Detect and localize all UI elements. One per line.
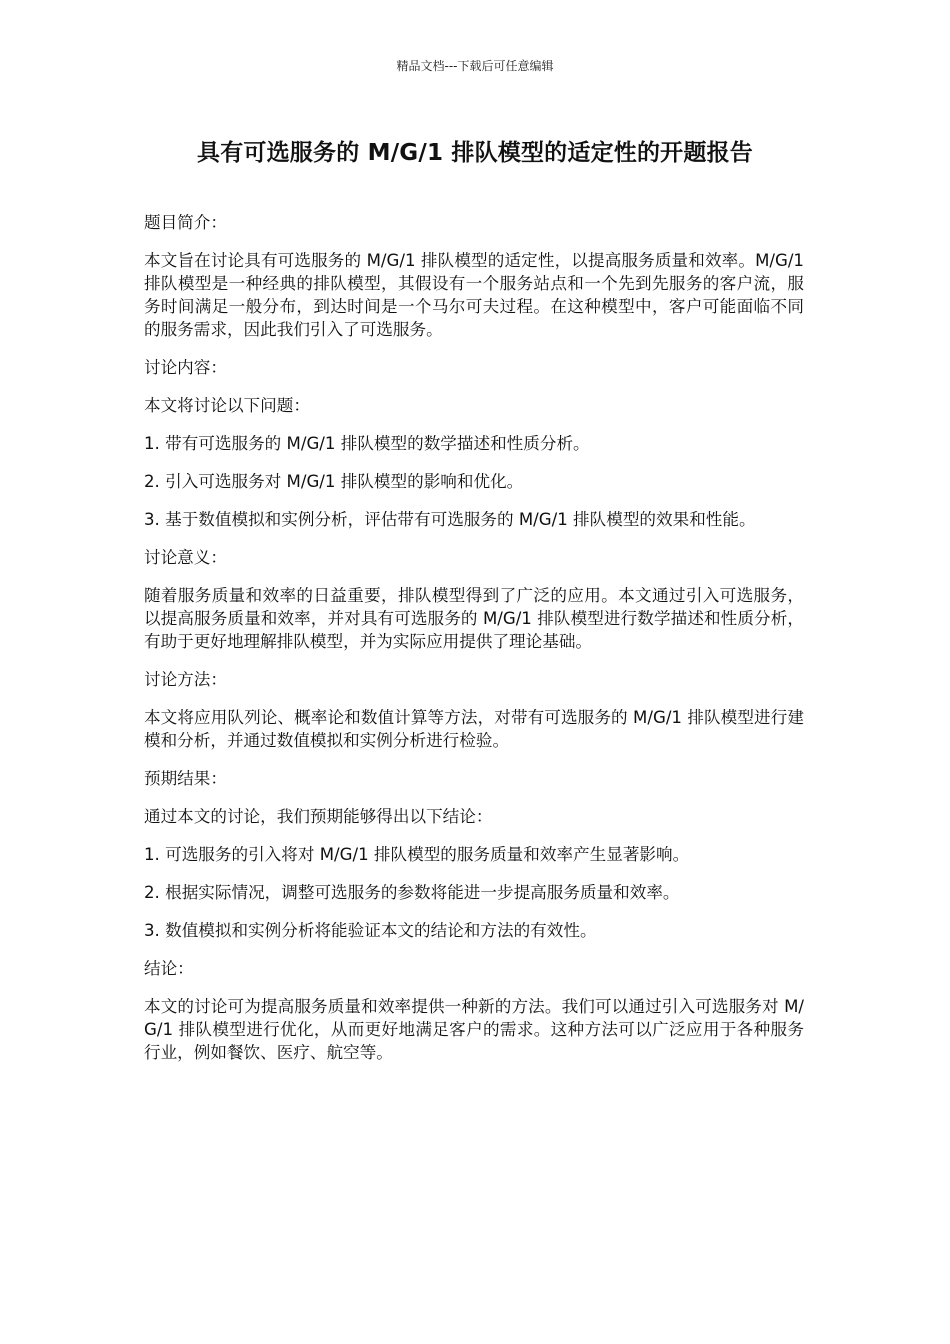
list-item-expected-2: 2. 根据实际情况，调整可选服务的参数将能进一步提高服务质量和效率。: [144, 883, 680, 902]
paragraph-method: 本文将应用队列论、概率论和数值计算等方法，对带有可选服务的 M/G/1 排队模型进行建模和分析，并通过数值模拟和实例分析进行检验。: [144, 708, 804, 750]
list-item-expected-3: 3. 数值模拟和实例分析将能验证本文的结论和方法的有效性。: [144, 921, 597, 940]
paragraph-significance: 随着服务质量和效率的日益重要，排队模型得到了广泛的应用。本文通过引入可选服务，以提高服务质量和效率，并对具有可选服务的 M/G/1 排队模型进行数学描述和性质分析，有助于更好地理解排队模型，并为实际应用提供了理论基础。: [144, 586, 804, 651]
header-note: 精品文档---下载后可任意编辑: [396, 59, 554, 73]
section-heading-content: 讨论内容：: [144, 358, 227, 377]
paragraph-conclusion: 本文的讨论可为提高服务质量和效率提供一种新的方法。我们可以通过引入可选服务对 M/G/1 排队模型进行优化，从而更好地满足客户的需求。这种方法可以广泛应用于各种服务行业，例如餐饮、医疗、航空等。: [144, 997, 804, 1062]
section-heading-method: 讨论方法：: [144, 670, 227, 689]
section-heading-expected: 预期结果：: [144, 769, 227, 788]
document-title: 具有可选服务的 M/G/1 排队模型的适定性的开题报告: [197, 140, 753, 166]
list-item-content-3: 3. 基于数值模拟和实例分析，评估带有可选服务的 M/G/1 排队模型的效果和性能。: [144, 510, 756, 529]
list-item-expected-1: 1. 可选服务的引入将对 M/G/1 排队模型的服务质量和效率产生显著影响。: [144, 845, 690, 864]
list-item-content-2: 2. 引入可选服务对 M/G/1 排队模型的影响和优化。: [144, 472, 524, 491]
list-item-content-1: 1. 带有可选服务的 M/G/1 排队模型的数学描述和性质分析。: [144, 434, 590, 453]
section-heading-intro: 题目简介：: [144, 213, 227, 232]
paragraph-intro: 本文旨在讨论具有可选服务的 M/G/1 排队模型的适定性，以提高服务质量和效率。M/G/1 排队模型是一种经典的排队模型，其假设有一个服务站点和一个先到先服务的客户流，服务时间满足一般分布，到达时间是一个马尔可夫过程。在这种模型中，客户可能面临不同的服务需求，因此我们引入了可选服务。: [144, 251, 804, 339]
section-heading-conclusion: 结论：: [144, 959, 194, 978]
section-heading-significance: 讨论意义：: [144, 548, 227, 567]
paragraph-content-lead: 本文将讨论以下问题：: [144, 396, 310, 415]
document-body: [144, 211, 804, 1079]
paragraph-expected-lead: 通过本文的讨论，我们预期能够得出以下结论：: [144, 807, 493, 826]
